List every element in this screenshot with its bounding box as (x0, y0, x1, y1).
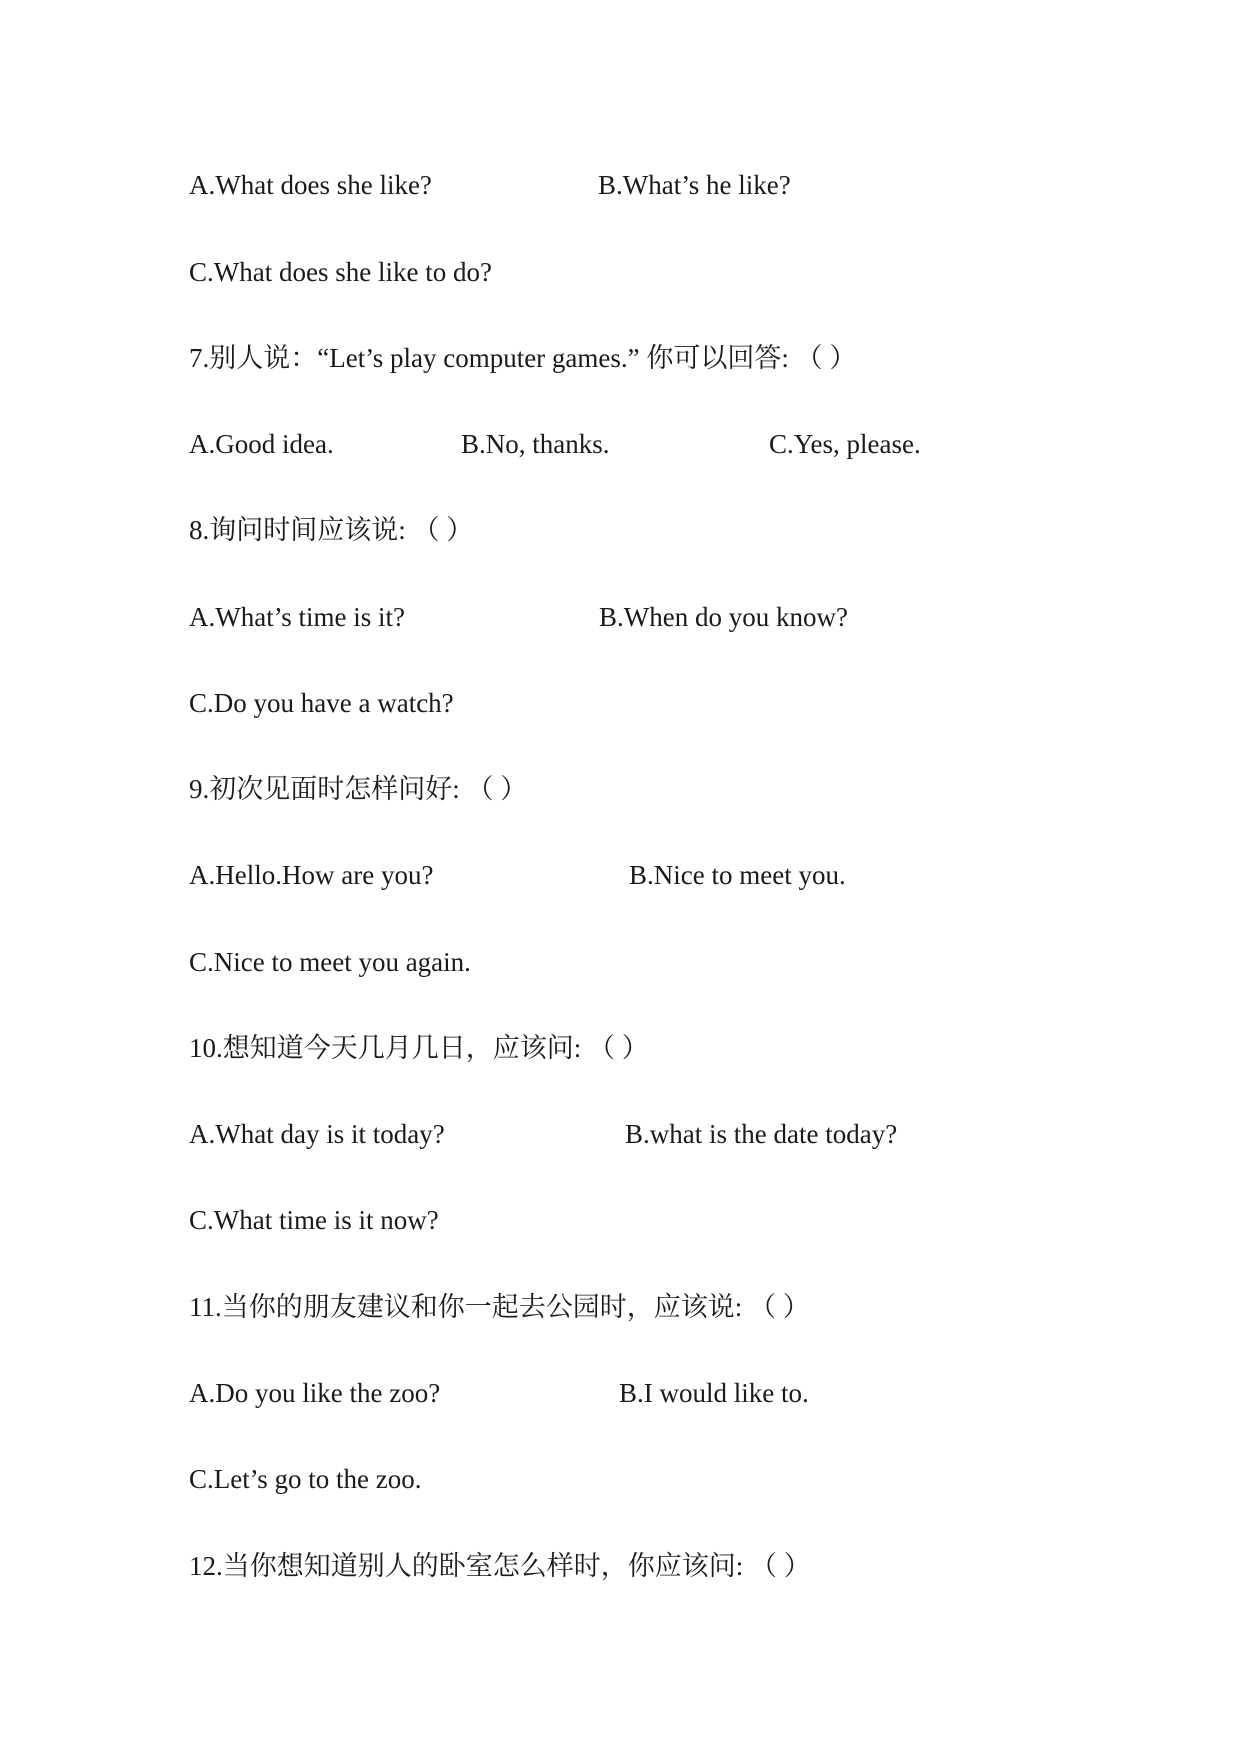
option-a: A.What’s time is it? (189, 602, 405, 632)
option-b: B.When do you know? (599, 602, 848, 632)
question-10: 10.想知道今天几月几日，应该问: （ ） (189, 1033, 649, 1063)
question-12: 12.当你想知道别人的卧室怎么样时，你应该问: （ ） (189, 1551, 811, 1581)
option-b: B.What’s he like? (598, 170, 791, 200)
option-b: B.Nice to meet you. (629, 860, 846, 890)
option-a: A.Do you like the zoo? (189, 1378, 441, 1408)
question-9: 9.初次见面时怎样问好: （ ） (189, 774, 528, 804)
option-c: C.What time is it now? (189, 1205, 439, 1235)
option-b: B.what is the date today? (625, 1119, 898, 1149)
option-a: A.Hello.How are you? (189, 860, 434, 890)
option-b: B.No, thanks. (461, 429, 610, 459)
option-c: C.Let’s go to the zoo. (189, 1464, 422, 1494)
option-c: C.Yes, please. (769, 429, 921, 459)
option-c: C.What does she like to do? (189, 257, 492, 287)
question-7: 7.别人说：“Let’s play computer games.” 你可以回答: （ ） (189, 343, 857, 373)
option-b: B.I would like to. (619, 1378, 809, 1408)
option-a: A.What does she like? (189, 170, 432, 200)
question-11: 11.当你的朋友建议和你一起去公园时，应该说: （ ） (189, 1292, 810, 1322)
option-c: C.Nice to meet you again. (189, 947, 471, 977)
question-8: 8.询问时间应该说: （ ） (189, 515, 474, 545)
option-c: C.Do you have a watch? (189, 688, 454, 718)
option-a: A.Good idea. (189, 429, 334, 459)
option-a: A.What day is it today? (189, 1119, 445, 1149)
